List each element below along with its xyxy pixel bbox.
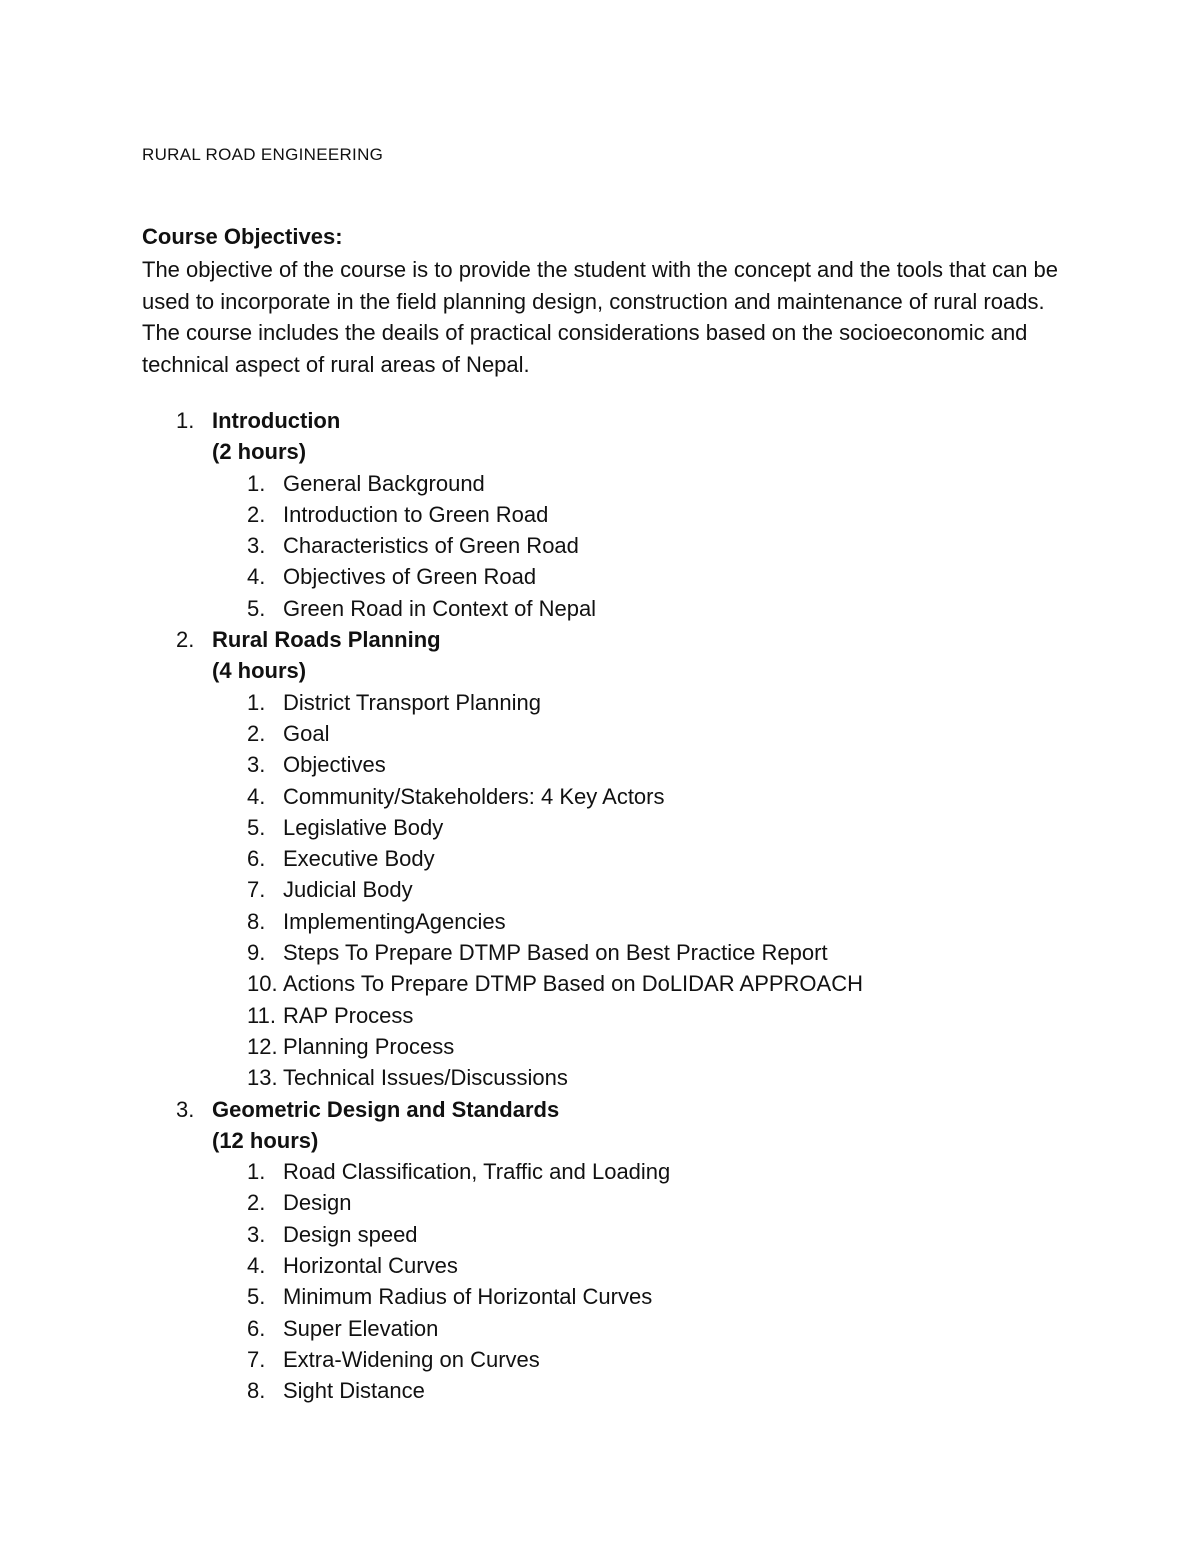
list-item-text: Minimum Radius of Horizontal Curves (283, 1284, 653, 1310)
section-title: Rural Roads Planning (212, 627, 441, 653)
list-item (142, 1250, 1142, 1281)
list-item (142, 1000, 1142, 1031)
document-title: RURAL ROAD ENGINEERING (142, 145, 384, 164)
list-item-number: 1. (247, 470, 266, 496)
list-item-number: 4. (247, 564, 266, 590)
list-item-text: Steps To Prepare DTMP Based on Best Practice Report (283, 940, 828, 966)
list-item-number: 8. (247, 1378, 266, 1404)
list-item-text: Super Elevation (283, 1315, 439, 1341)
list-item-number: 7. (247, 1346, 266, 1372)
list-item (142, 781, 1142, 812)
list-item (142, 561, 1142, 592)
objectives-paragraph: The objective of the course is to provide the student with the concept and the tools that can be used to incorporate in the field planning design, construction and maintenance of rural roads. The course includes the deails of practical considerations based on the socioeconomic and technical aspect of rural areas of Nepal. (142, 257, 1059, 377)
list-item (142, 874, 1142, 905)
list-item (142, 937, 1142, 968)
list-item-number: 5. (247, 814, 266, 840)
list-item-text: ImplementingAgencies (283, 908, 506, 934)
section-hours-row (142, 436, 1142, 467)
list-item-number: 2. (247, 501, 266, 527)
list-item-number: 2. (247, 1190, 266, 1216)
list-item-text: Design (283, 1190, 352, 1216)
list-item-text: Introduction to Green Road (283, 501, 549, 527)
list-item-text: District Transport Planning (283, 689, 541, 715)
list-item-number: 1. (247, 689, 266, 715)
section-heading-row (142, 624, 1142, 655)
list-item-text: Community/Stakeholders: 4 Key Actors (283, 783, 665, 809)
list-item-number: 13. (247, 1065, 278, 1091)
list-item-text: Characteristics of Green Road (283, 533, 579, 559)
list-item (142, 906, 1142, 937)
list-item-text: Road Classification, Traffic and Loading (283, 1159, 671, 1185)
section-number: 2. (176, 627, 195, 653)
objectives-heading: Course Objectives: (142, 224, 343, 249)
list-item-number: 4. (247, 1253, 266, 1279)
list-item-text: Goal (283, 720, 330, 746)
list-item-number: 6. (247, 846, 266, 872)
list-item-text: Executive Body (283, 846, 435, 872)
list-item-text: Planning Process (283, 1033, 455, 1059)
list-item (142, 530, 1142, 561)
list-item-number: 12. (247, 1033, 278, 1059)
list-item-text: Green Road in Context of Nepal (283, 595, 597, 621)
list-item-text: General Background (283, 470, 485, 496)
list-item (142, 718, 1142, 749)
list-item-number: 4. (247, 783, 266, 809)
list-item-text: RAP Process (283, 1002, 414, 1028)
section-hours: (4 hours) (212, 658, 307, 684)
list-item-number: 10. (247, 971, 278, 997)
list-item (142, 1187, 1142, 1218)
list-item-number: 6. (247, 1315, 266, 1341)
section-hours: (12 hours) (212, 1127, 319, 1153)
list-item-text: Horizontal Curves (283, 1253, 458, 1279)
section-hours-row (142, 1125, 1142, 1156)
list-item (142, 749, 1142, 780)
list-item (142, 968, 1142, 999)
list-item-text: Sight Distance (283, 1378, 425, 1404)
list-item-text: Judicial Body (283, 877, 413, 903)
list-item (142, 687, 1142, 718)
list-item-number: 8. (247, 908, 266, 934)
list-item (142, 843, 1142, 874)
list-item-number: 5. (247, 595, 266, 621)
section-number: 1. (176, 408, 195, 433)
section-heading-row (142, 1094, 1142, 1125)
list-item-text: Design speed (283, 1221, 418, 1247)
list-item-number: 3. (247, 1221, 266, 1247)
list-item (142, 1062, 1142, 1093)
list-item-text: Actions To Prepare DTMP Based on DoLIDAR APPROACH (283, 971, 863, 997)
list-item-number: 9. (247, 940, 266, 966)
section-heading-row (142, 405, 1142, 436)
course-outline (142, 405, 1142, 1407)
list-item-text: Objectives of Green Road (283, 564, 537, 590)
list-item-number: 2. (247, 720, 266, 746)
section-hours-row (142, 655, 1142, 686)
section-title: Introduction (212, 408, 341, 433)
list-item-text: Technical Issues/Discussions (283, 1065, 568, 1091)
list-item-number: 3. (247, 533, 266, 559)
list-item-number: 7. (247, 877, 266, 903)
list-item (142, 499, 1142, 530)
list-item-number: 3. (247, 752, 266, 778)
list-item (142, 1156, 1142, 1187)
list-item (142, 1281, 1142, 1312)
list-item-text: Legislative Body (283, 814, 444, 840)
list-item (142, 593, 1142, 624)
section-number: 3. (176, 1096, 195, 1122)
list-item (142, 1313, 1142, 1344)
list-item (142, 1344, 1142, 1375)
list-item (142, 1219, 1142, 1250)
list-item-number: 1. (247, 1159, 266, 1185)
list-item-number: 11. (247, 1002, 276, 1028)
list-item (142, 812, 1142, 843)
section-title: Geometric Design and Standards (212, 1096, 560, 1122)
list-item-text: Extra-Widening on Curves (283, 1346, 540, 1372)
list-item-text: Objectives (283, 752, 386, 778)
list-item-number: 5. (247, 1284, 266, 1310)
section-hours: (2 hours) (212, 439, 307, 465)
list-item (142, 1375, 1142, 1406)
list-item (142, 1031, 1142, 1062)
list-item (142, 468, 1142, 499)
